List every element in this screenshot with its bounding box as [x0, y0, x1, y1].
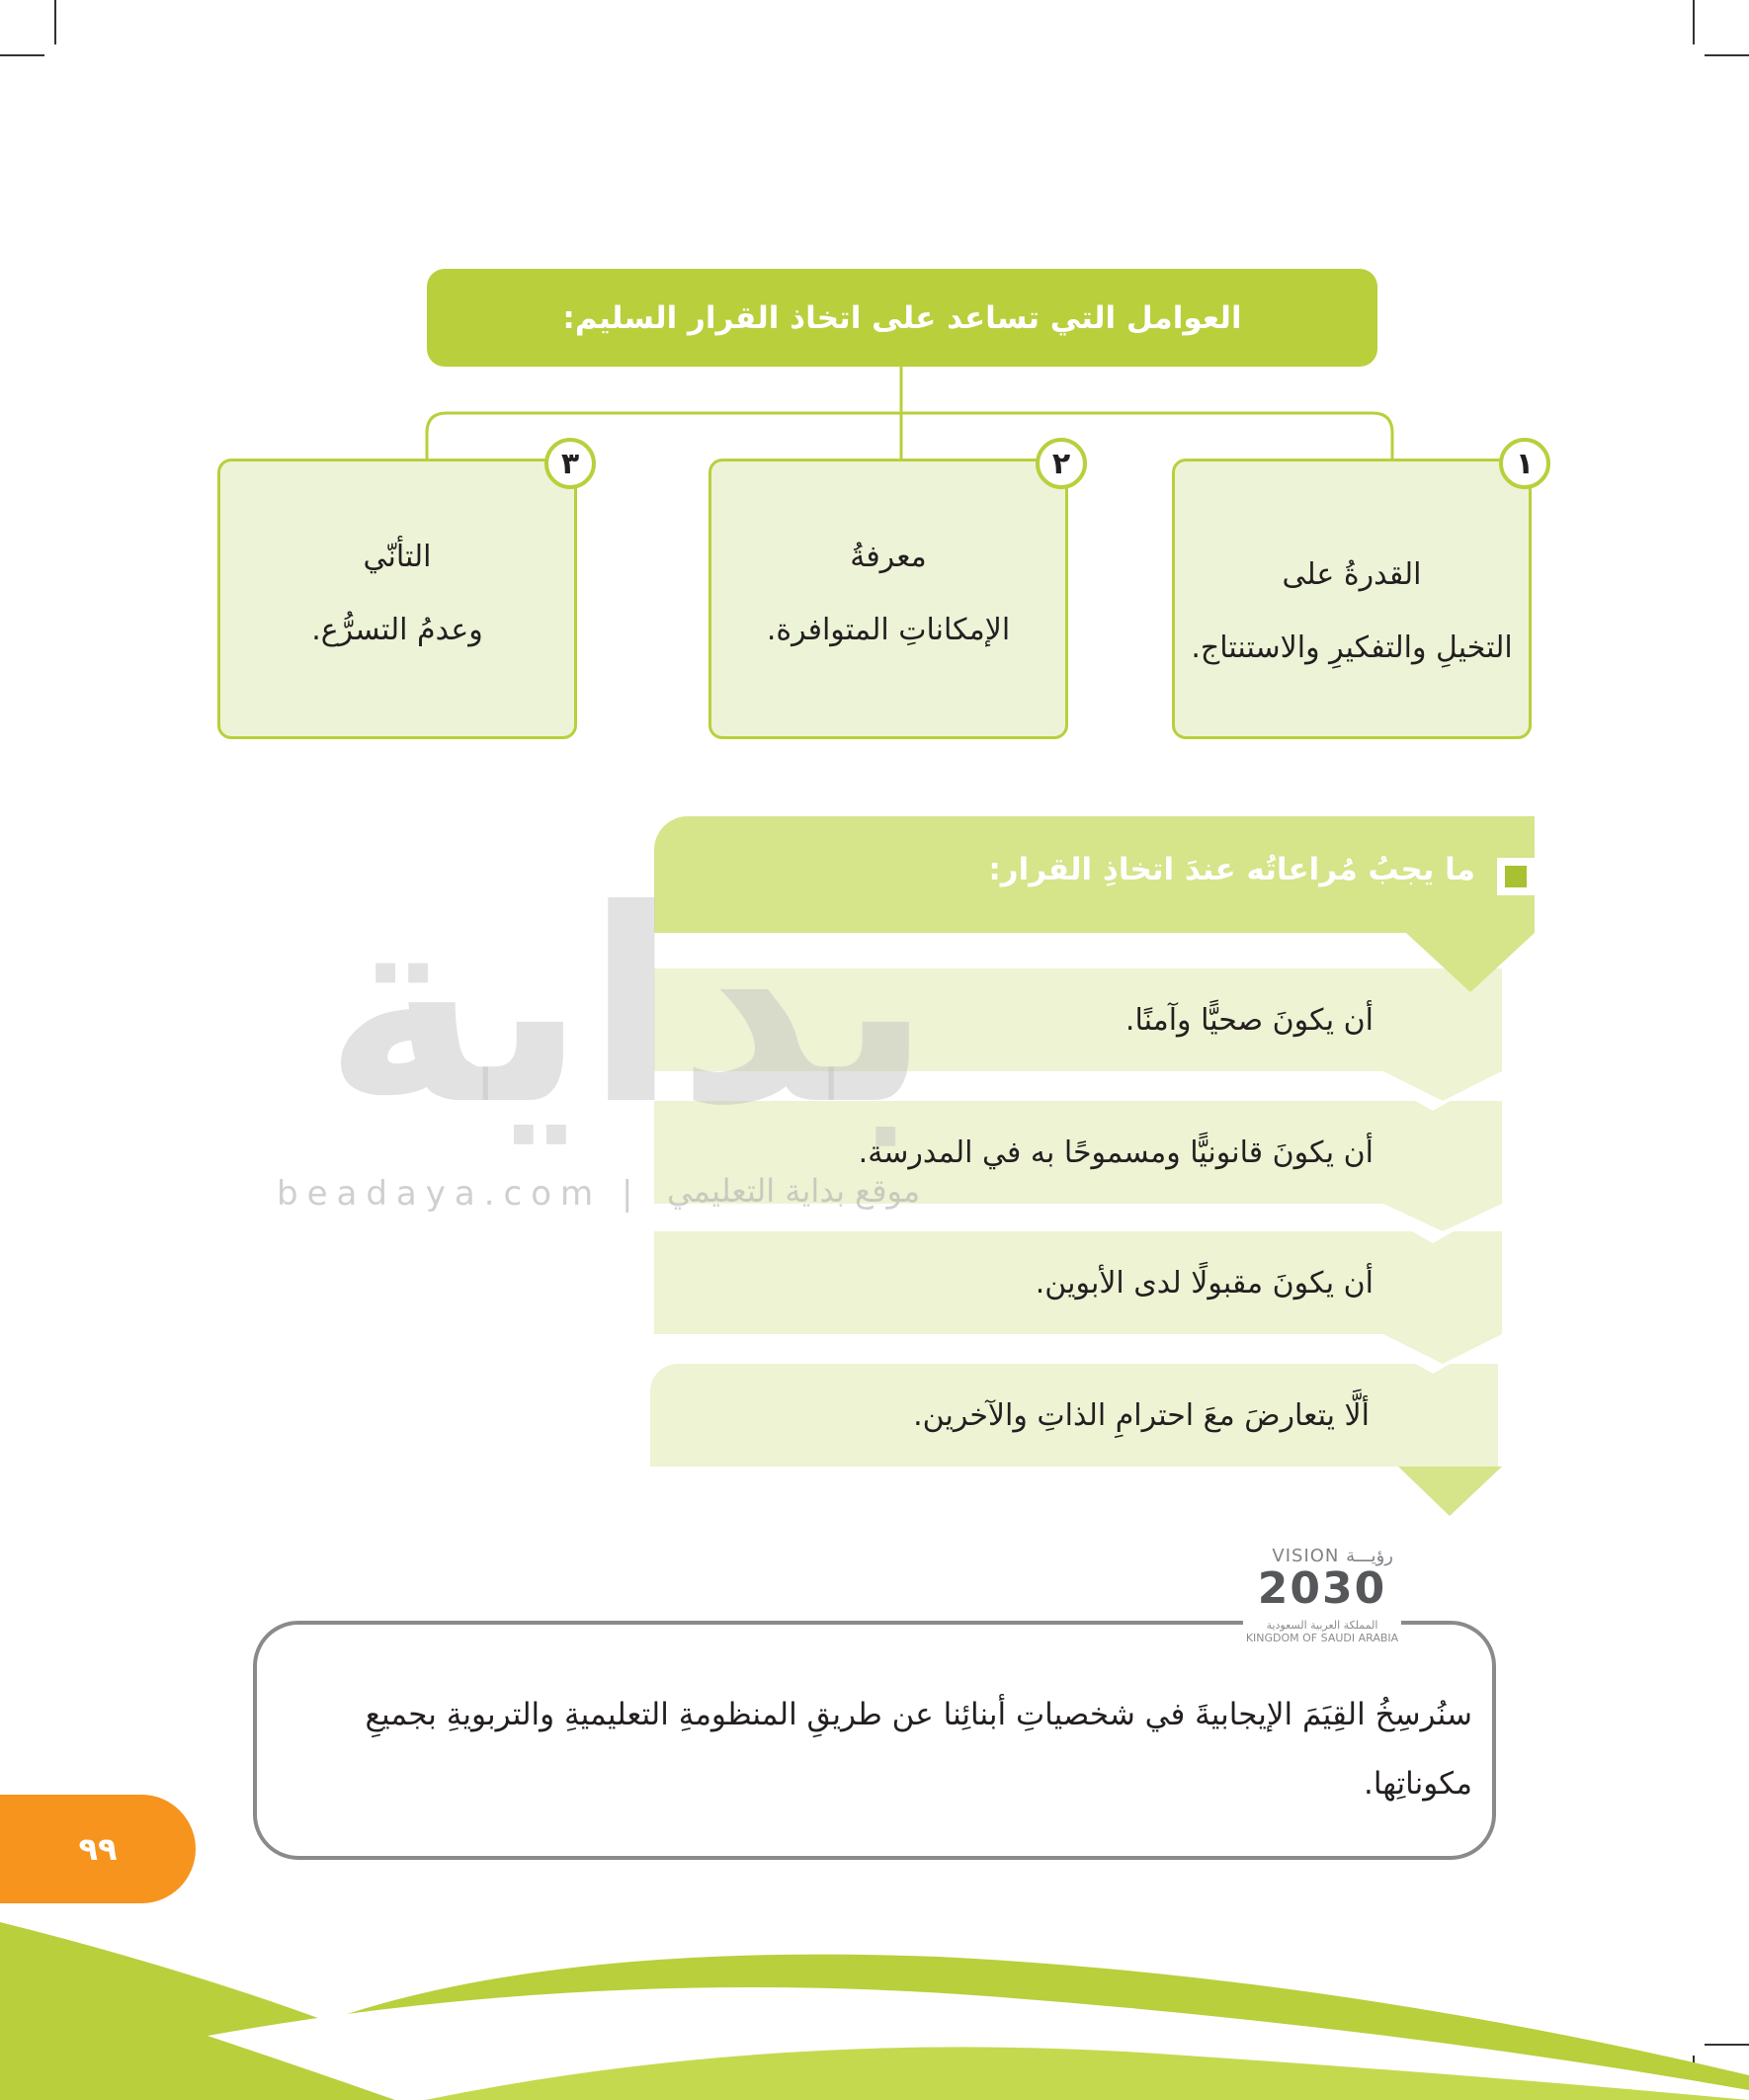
requirements-title: ما يجبُ مُراعاتُه عندَ اتخاذِ القرار: — [988, 852, 1475, 887]
vision-logo-country-ar: المملكة العربية السعودية — [1266, 1619, 1378, 1632]
watermark-site: beadaya.com | — [277, 1174, 642, 1214]
decorative-wave-footer — [0, 1907, 1749, 2100]
vision-logo-country-en: KINGDOM OF SAUDI ARABIA — [1245, 1632, 1399, 1644]
factor-number-badge: ٢ — [1036, 438, 1087, 489]
checkbox-icon — [1497, 858, 1535, 895]
factors-title: العوامل التي تساعد على اتخاذ القرار السليم: — [562, 299, 1242, 336]
factor-line: الإمكاناتِ المتوافرة. — [766, 613, 1011, 647]
factor-line: وعدمُ التسرُّع. — [311, 613, 483, 647]
vision-statement-box — [253, 1621, 1496, 1860]
vision-2030-logo — [1243, 1544, 1401, 1652]
requirement-text: أن يكونَ مقبولًا لدى الأبوين. — [1035, 1265, 1374, 1301]
vision-logo-year: 2030 — [1257, 1563, 1387, 1614]
requirement-text: أن يكونَ صحيًّا وآمنًا. — [1124, 1002, 1374, 1038]
watermark-brand: بداية — [323, 852, 932, 1163]
vision-logo-label: VISION رؤيـــة — [1272, 1546, 1393, 1566]
factor-number-badge: ١ — [1499, 438, 1550, 489]
factor-line: التخيلِ والتفكيرِ والاستنتاج. — [1191, 630, 1513, 665]
page-number: ٩٩ — [0, 1795, 196, 1903]
factor-line: القدرةُ على — [1282, 557, 1422, 592]
factor-number-badge: ٣ — [544, 438, 596, 489]
watermark-tagline: موقع بداية التعليمي — [667, 1172, 921, 1210]
requirement-text: أن يكونَ قانونيًّا ومسموحًا به في المدرسة. — [858, 1134, 1374, 1170]
factor-line: التأنّي — [363, 540, 432, 574]
requirement-text: ألَّا يتعارضَ معَ احترامِ الذاتِ والآخرين. — [913, 1397, 1370, 1433]
vision-statement-text: سنُرسِخُ القِيَمَ الإيجابيةَ في شخصياتِ أبنائِنا عن طريقِ المنظومةِ التعليميةِ والتربويةِ بجميعِ مكوناتِها. — [365, 1697, 1472, 1802]
factor-line: معرفةُ — [850, 540, 927, 574]
